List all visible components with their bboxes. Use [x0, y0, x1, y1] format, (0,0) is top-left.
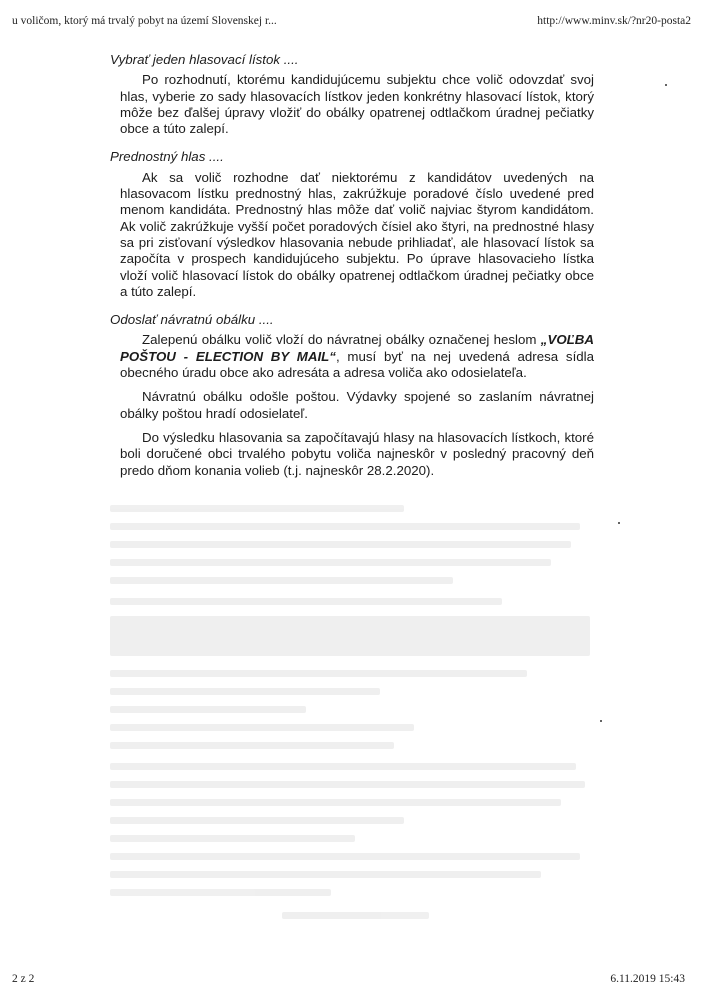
header-page-title: u voličom, ktorý má trvalý pobyt na území Slovenskej r...	[12, 15, 277, 27]
section-title-preferential-vote: Prednostný hlas ....	[110, 149, 224, 165]
paragraph-return-envelope	[120, 332, 594, 381]
paragraph-preferential-vote: Ak sa volič rozhodne dať niektorému z kandidátov uvedených na hlasovacom lístku prednostný hlas, zakrúžkuje poradové číslo uvedené pred menom kandidáta. Prednostný hlas môže dať volič najviac štyrom kandidátom. Ak volič zakrúžkuje vyšší počet poradových čísiel ako štyri, na prednostné hlasy sa pri zisťovaní výsledkov hlasovania nebude prihliadať, ale hlasovací lístok sa započíta v prospech kandidujúceho subjektu. Po úprave hlasovacieho lístka vloží volič hlasovací lístok do obálky opatrenej odtlačkom úradnej pečiatky obce a túto zalepí.	[120, 169, 594, 299]
return-envelope-text-end: , musí byť na nej uvedená adresa sídla obecného úradu obce ako adresáta a adresa voliča ako odosielateľa.	[120, 348, 595, 381]
header-url: http://www.minv.sk/?nr20-posta2	[537, 15, 691, 27]
section-title-select-ballot: Vybrať jeden hlasovací lístok ....	[110, 52, 299, 67]
paragraph-vote-counting: Do výsledku hlasovania sa započítavajú hlasy na hlasovacích lístkoch, ktoré boli doručené obci trvalého pobytu voliča najneskôr v posledný pracovný deň predo dňom konania volieb (t.j. najneskôr 28.2.2020).	[120, 429, 594, 478]
bleed-through-background	[110, 505, 600, 925]
document-body	[110, 52, 594, 487]
return-envelope-text-start: Zalepenú obálku volič vloží do návratnej obálky označenej heslom	[142, 332, 541, 348]
footer-page-number: 2 z 2	[12, 973, 35, 985]
section-title-send-return-envelope: Odoslať návratnú obálku ....	[110, 312, 274, 328]
paragraph-select-ballot: Po rozhodnutí, ktorému kandidujúcemu subjektu chce volič odovzdať svoj hlas, vyberie zo sady hlasovacích lístkov jeden konkrétny hlasovací lístok, ktorý môže bez ďalšej úpravy vložiť do obálky opatrenej odtlačkom úradnej pečiatky obce a túto zalepí.	[120, 72, 594, 137]
envelope-slogan: „VOĽBA POŠTOU - ELECTION BY MAIL“	[120, 332, 594, 364]
footer-timestamp: 6.11.2019 15:43	[610, 973, 685, 985]
paragraph-postage: Návratnú obálku odošle poštou. Výdavky spojené so zaslaním návratnej obálky poštou hradí odosielateľ.	[120, 389, 594, 421]
